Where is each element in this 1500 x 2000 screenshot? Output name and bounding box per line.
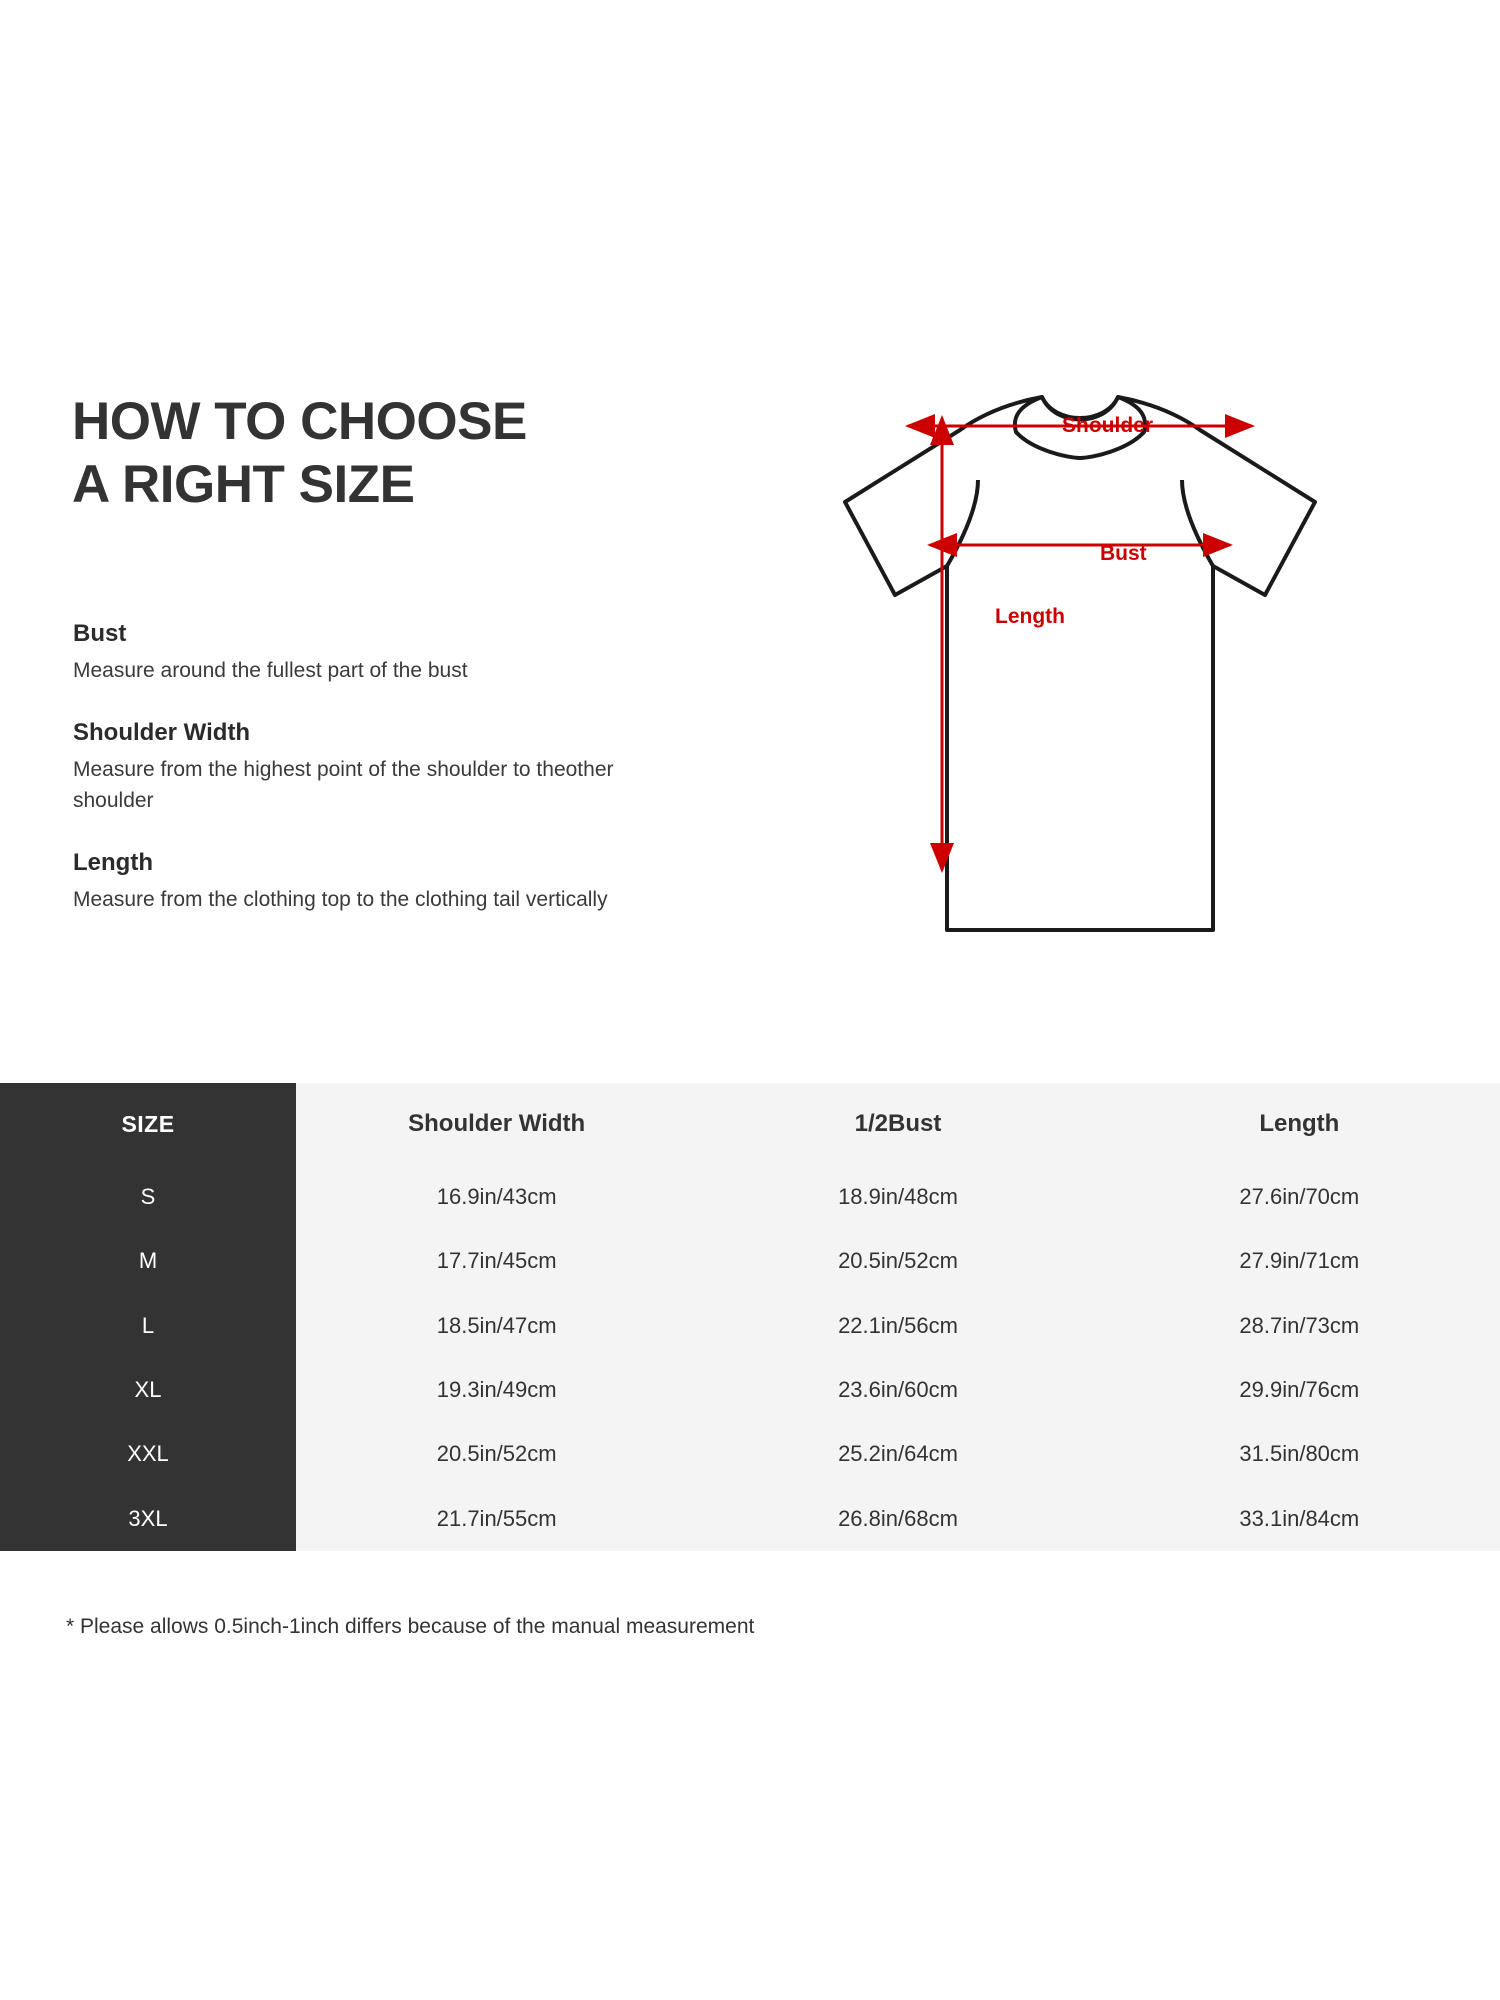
table-row-size: S	[0, 1165, 296, 1229]
table-cell-bust: 20.5in/52cm	[697, 1229, 1098, 1293]
table-row-size: XL	[0, 1358, 296, 1422]
table-cell-length: 33.1in/84cm	[1099, 1487, 1500, 1551]
table-header-length: Length	[1099, 1083, 1500, 1165]
table-cell-shoulder: 17.7in/45cm	[296, 1229, 697, 1293]
table-cell-bust: 26.8in/68cm	[697, 1487, 1098, 1551]
table-header-shoulder-width: Shoulder Width	[296, 1083, 697, 1165]
bust-label: Bust	[1100, 542, 1147, 565]
table-cell-shoulder: 21.7in/55cm	[296, 1487, 697, 1551]
page-title-line2: A RIGHT SIZE	[72, 455, 415, 514]
definition-description-shoulder-width: Measure from the highest point of the shoulder to theother shoulder	[73, 758, 614, 812]
tshirt-illustration	[770, 370, 1390, 1020]
table-cell-bust: 22.1in/56cm	[697, 1294, 1098, 1358]
footnote: * Please allows 0.5inch-1inch differs because of the manual measurement	[66, 1615, 755, 1638]
definition-term-length: Length	[73, 849, 153, 876]
table-header-bust: 1/2Bust	[697, 1083, 1098, 1165]
table-cell-shoulder: 16.9in/43cm	[296, 1165, 697, 1229]
table-cell-bust: 18.9in/48cm	[697, 1165, 1098, 1229]
table-cell-length: 27.6in/70cm	[1099, 1165, 1500, 1229]
table-row-size: M	[0, 1229, 296, 1293]
table-cell-length: 29.9in/76cm	[1099, 1358, 1500, 1422]
definition-description-length: Measure from the clothing top to the clothing tail vertically	[73, 888, 608, 911]
table-cell-shoulder: 19.3in/49cm	[296, 1358, 697, 1422]
definition-term-shoulder-width: Shoulder Width	[73, 719, 251, 746]
definition-description-bust: Measure around the fullest part of the bust	[73, 659, 468, 682]
tshirt-diagram	[770, 370, 1390, 1020]
table-cell-length: 27.9in/71cm	[1099, 1229, 1500, 1293]
table-row-size: XXL	[0, 1422, 296, 1486]
table-cell-shoulder: 18.5in/47cm	[296, 1294, 697, 1358]
table-cell-length: 31.5in/80cm	[1099, 1422, 1500, 1486]
definition-term-bust: Bust	[73, 620, 127, 647]
table-cell-length: 28.7in/73cm	[1099, 1294, 1500, 1358]
table-cell-bust: 23.6in/60cm	[697, 1358, 1098, 1422]
table-header-size: SIZE	[0, 1083, 296, 1165]
table-row-size: L	[0, 1294, 296, 1358]
page-title-line1: HOW TO CHOOSE	[72, 392, 527, 451]
table-cell-shoulder: 20.5in/52cm	[296, 1422, 697, 1486]
size-table	[0, 1083, 1500, 1551]
length-label: Length	[995, 605, 1065, 628]
table-row-size: 3XL	[0, 1487, 296, 1551]
page-title	[72, 390, 712, 516]
table-cell-bust: 25.2in/64cm	[697, 1422, 1098, 1486]
shoulder-label: Shoulder	[1062, 414, 1154, 437]
tshirt-body-path	[845, 397, 1315, 930]
measurement-definitions	[73, 620, 693, 948]
